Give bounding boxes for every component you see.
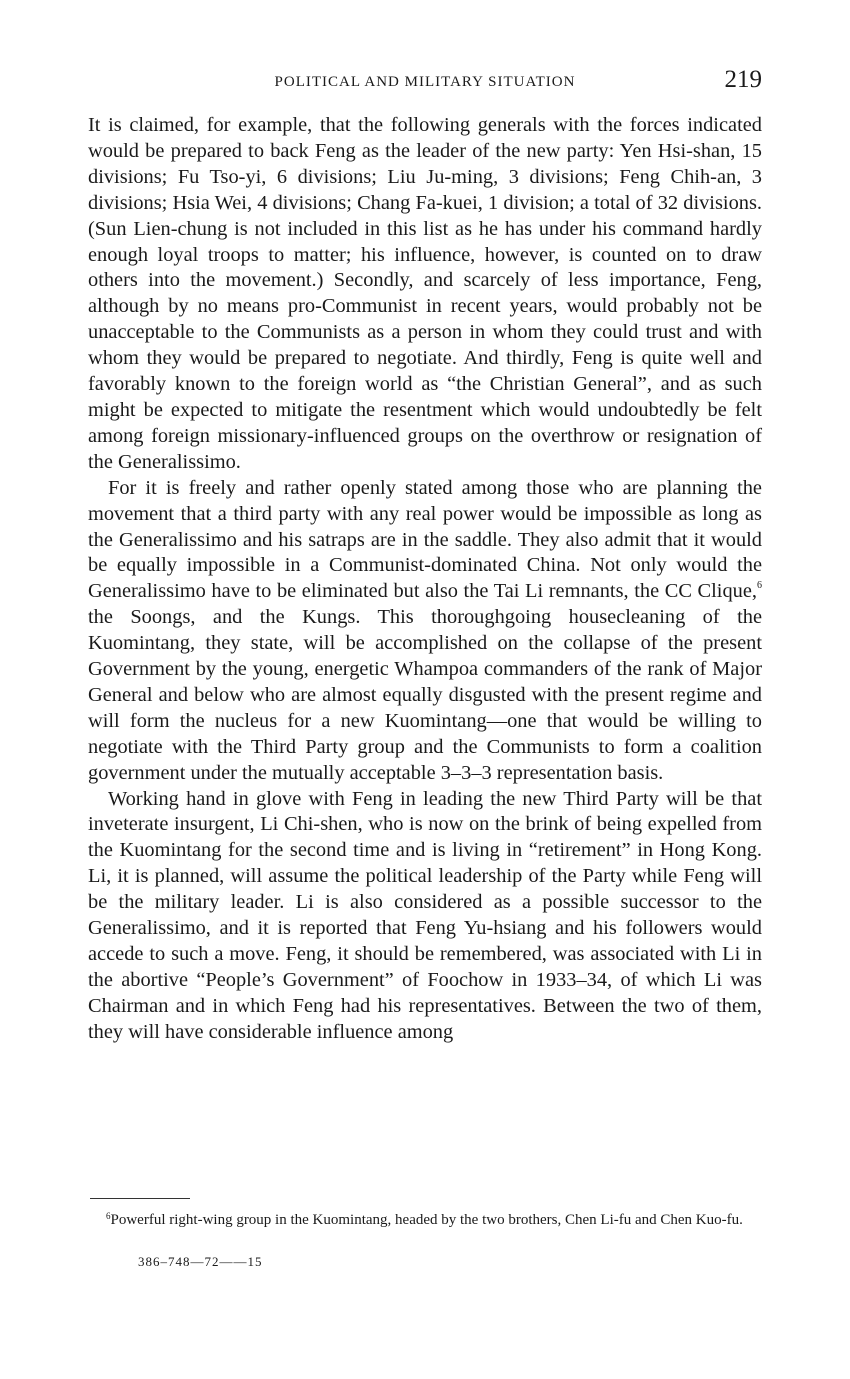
print-code: 386–748—72——15 [138,1254,263,1269]
footnote-marker: 6 [106,1211,111,1221]
paragraph-3-text: Working hand in glove with Feng in leading the new Third Party will be that inveterate insurgent, Li Chi-shen, who is now on the brink of being expelled from the Kuomintang for the second time and is living in “retirement” in Hong Kong. Li, it is planned, will assume the political leadership of the Party while Feng will be the military leader. Li is also considered as a possible successor to the Generalissimo, and it is reported that Feng Yu-hsiang and his followers would accede to such a move. Feng, it should be remembered, was associated with Li in the abortive “People’s Government” of Foochow in 1933–34, of which Li was Chairman and in which Feng had his representatives. Between the two of them, they will have considerable influence among [88,787,762,1043]
paragraph-1 [88,113,762,476]
paragraph-2 [88,476,762,787]
paragraph-3 [88,787,762,1046]
footnote [90,1211,762,1229]
footnote-text: Powerful right-wing group in the Kuomintang, headed by the two brothers, Chen Li-fu and Chen Kuo-fu. [110,1212,743,1228]
paragraph-2-text-b: the Soongs, and the Kungs. This thoroughgoing housecleaning of the Kuomintang, they state, will be accomplished on the collapse of the present Government by the young, energetic Whampoa commanders of the rank of Major General and below who are almost equally disgusted with the present regime and will form the nucleus for a new Kuomintang—one that would be willing to negotiate with the Third Party group and the Communists to form a coalition government under the mutually acceptable 3–3–3 representation basis. [88,606,762,784]
body-text [88,113,762,1046]
paragraph-2-text-a: For it is freely and rather openly stated among those who are planning the movement that a third party with any real power would be impossible as long as the Generalissimo and his satraps are in the saddle. They also admit that it would be equally impossible in a Communist-dominated China. Not only would the Generalissimo have to be eliminated but also the Tai Li remnants, the CC Clique, [88,476,762,603]
page-number: 219 [724,66,762,93]
running-title: POLITICAL AND MILITARY SITUATION [274,74,576,90]
page-header [88,66,762,100]
footnote-divider [90,1198,190,1199]
footnote-reference: 6 [757,580,762,592]
paragraph-1-text: It is claimed, for example, that the following generals with the forces indicated would be prepared to back Feng as the leader of the new party: Yen Hsi-shan, 15 divisions; Fu Tso-yi, 6 divisions; Liu Ju-ming, 3 divisions; Feng Chih-an, 3 divisions; Hsia Wei, 4 divisions; Chang Fa-kuei, 1 division; a total of 32 divisions. (Sun Lien-chung is not included in this list as he has under his command hardly enough loyal troops to matter; his influence, however, is counted on to draw others into the movement.) Secondly, and scarcely of less importance, Feng, although by no means pro-Communist in recent years, would probably not be unacceptable to the Communists as a person in whom they could trust and with whom they would be prepared to negotiate. And thirdly, Feng is quite well and favorably known to the foreign world as “the Christian General”, and as such might be expected to mitigate the resentment which would undoubtedly be felt among foreign missionary-influenced groups on the overthrow or resignation of the Generalissimo. [88,114,762,473]
